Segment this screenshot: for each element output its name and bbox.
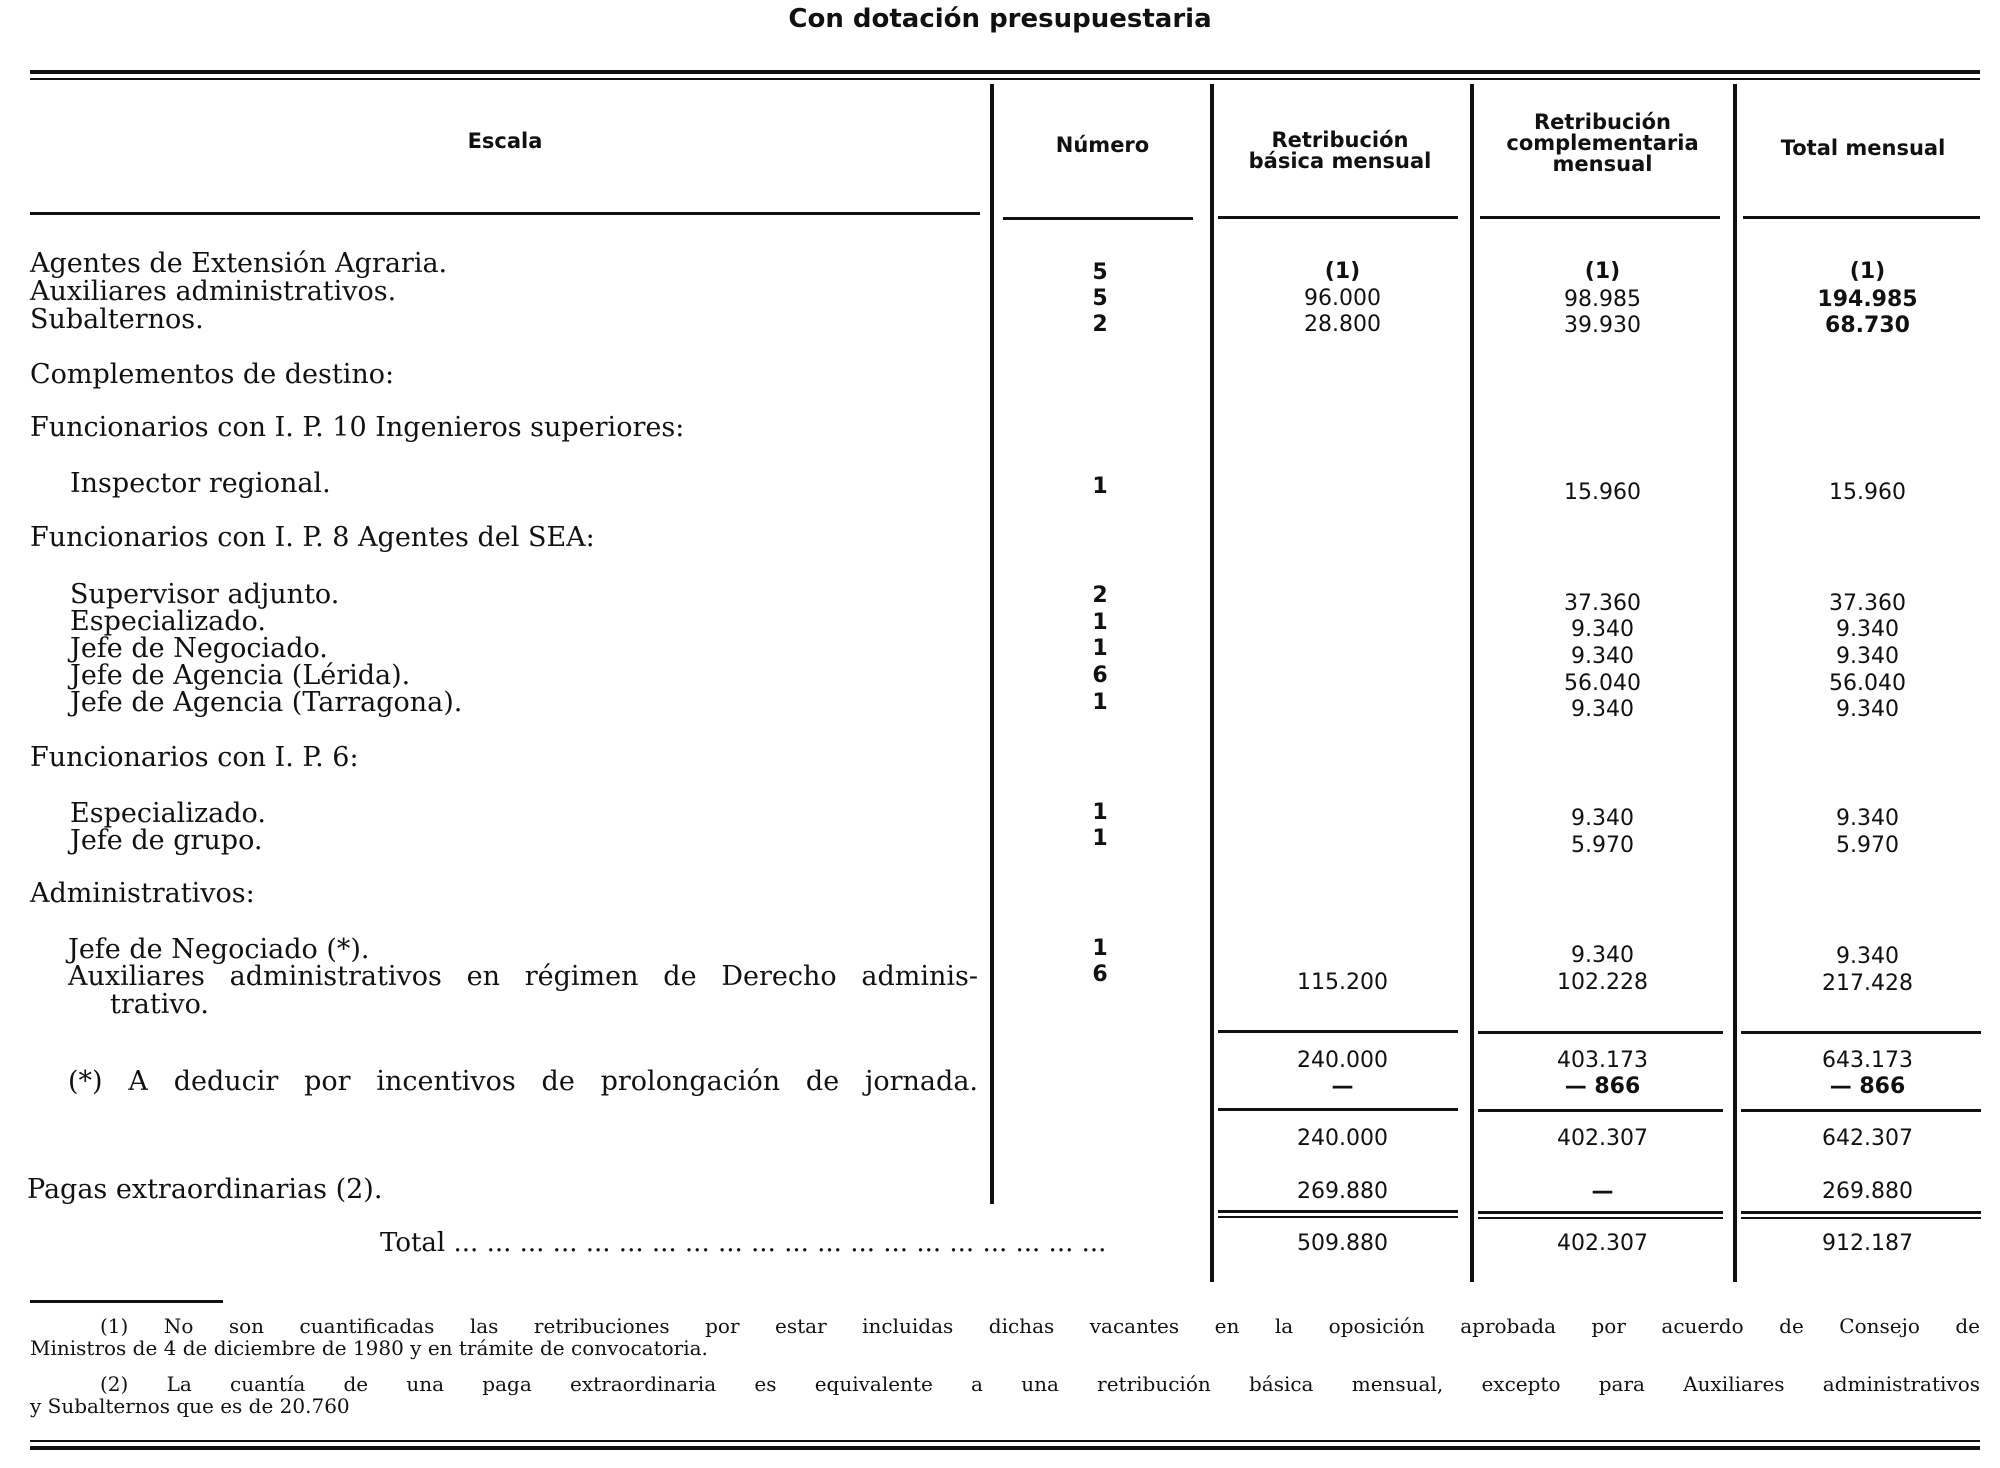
header-rule-complementaria <box>1480 216 1720 219</box>
header-rule-escala <box>30 212 980 215</box>
row-especializado8-total: 9.340 <box>1836 617 1899 642</box>
section-ip8: Funcionarios con I. P. 8 Agentes del SEA: <box>30 522 595 553</box>
total-rule-complementaria <box>1478 1211 1723 1214</box>
section-administrativos: Administrativos: <box>30 878 255 909</box>
row-especializado6-numero: 1 <box>1092 800 1108 825</box>
row-agentes-complementaria: (1) <box>1584 259 1621 284</box>
header-complementaria-line1: Retribución <box>1533 110 1671 134</box>
bottom-rule <box>30 1440 1980 1442</box>
total-complementaria: 402.307 <box>1557 1231 1648 1256</box>
row-auxiliares-basica: 96.000 <box>1304 286 1381 311</box>
row-supervisor-numero: 2 <box>1092 583 1108 608</box>
row-auxiliares-numero: 5 <box>1092 286 1108 311</box>
pagas-basica: 269.880 <box>1297 1179 1388 1204</box>
subtotal2-rule-total <box>1741 1109 1981 1112</box>
total-label: Total ... ... ... ... ... ... ... ... ... ... ... ... ... ... ... ... ... ... ... ... <box>380 1228 1107 1258</box>
header-complementaria-line2: complementaria <box>1506 131 1699 155</box>
bottom-rule-thick <box>30 1446 1980 1450</box>
row-jefe-negociado8-total: 9.340 <box>1836 644 1899 669</box>
subtotal2-complementaria: 402.307 <box>1557 1126 1648 1151</box>
row-agentes-basica: (1) <box>1324 259 1361 284</box>
pagas-complementaria: — <box>1591 1179 1614 1204</box>
row-jefe-negociado8-numero: 1 <box>1092 636 1108 661</box>
total-rule-total <box>1741 1211 1981 1214</box>
row-jefe-grupo-complementaria: 5.970 <box>1571 833 1634 858</box>
header-rule-numero <box>1003 217 1193 220</box>
section-complementos-destino: Complementos de destino: <box>30 359 395 390</box>
header-basica-line1: Retribución <box>1271 128 1409 152</box>
header-complementaria-line3: mensual <box>1552 152 1653 176</box>
top-rule-thin <box>30 78 1980 80</box>
row-jefe-negociado-adm-total: 9.340 <box>1836 944 1899 969</box>
subtotal1-total: 643.173 <box>1822 1048 1913 1073</box>
row-aux-derecho-label-2: trativo. <box>110 989 209 1020</box>
footnote-separator <box>30 1300 223 1303</box>
row-auxiliares-complementaria: 98.985 <box>1564 287 1641 312</box>
subtotal2-basica: 240.000 <box>1297 1126 1388 1151</box>
subtotal2-total: 642.307 <box>1822 1126 1913 1151</box>
row-jefe-negociado-adm-complementaria: 9.340 <box>1571 943 1634 968</box>
deducir-total: — 866 <box>1829 1074 1906 1099</box>
row-agentes-numero: 5 <box>1092 260 1108 285</box>
section-ip6: Funcionarios con I. P. 6: <box>30 742 359 773</box>
row-aux-derecho-numero: 6 <box>1092 962 1108 987</box>
divider-basica-complementaria <box>1470 84 1474 1282</box>
deducir-complementaria: — 866 <box>1564 1074 1641 1099</box>
total-total: 912.187 <box>1822 1231 1913 1256</box>
row-jefe-tarragona-total: 9.340 <box>1836 697 1899 722</box>
divider-numero-basica <box>1210 84 1214 1282</box>
header-total: Total mensual <box>1780 136 1946 160</box>
row-especializado8-numero: 1 <box>1092 610 1108 635</box>
header-rule-total <box>1743 216 1980 219</box>
total-rule-total-2 <box>1741 1217 1981 1219</box>
deducir-basica: — <box>1331 1074 1354 1099</box>
subtotal2-rule-complementaria <box>1478 1109 1723 1112</box>
divider-escala-numero <box>990 84 994 1204</box>
row-especializado6-complementaria: 9.340 <box>1571 806 1634 831</box>
row-especializado6-total: 9.340 <box>1836 806 1899 831</box>
divider-complementaria-total <box>1733 84 1737 1282</box>
page-title: Con dotación presupuestaria <box>788 4 1212 34</box>
row-aux-derecho-label-1: Auxiliares administrativos en régimen de Derecho adminis- <box>68 961 978 992</box>
row-agentes-total: (1) <box>1849 259 1886 284</box>
row-supervisor-complementaria: 37.360 <box>1564 591 1641 616</box>
row-jefe-negociado-adm-label: Jefe de Negociado (*). <box>68 934 370 965</box>
row-jefe-grupo-label: Jefe de grupo. <box>70 825 263 856</box>
header-rule-basica <box>1218 216 1458 219</box>
header-basica-line2: básica mensual <box>1248 149 1432 173</box>
row-jefe-lerida-numero: 6 <box>1092 663 1108 688</box>
row-supervisor-total: 37.360 <box>1829 591 1906 616</box>
row-jefe-lerida-complementaria: 56.040 <box>1564 671 1641 696</box>
row-subalternos-label: Subalternos. <box>30 304 204 335</box>
row-subalternos-numero: 2 <box>1092 312 1108 337</box>
deducir-label: (*) A deducir por incentivos de prolongación de jornada. <box>68 1066 978 1097</box>
header-basica <box>1215 130 1465 172</box>
footnote-2-line1: (2) La cuantía de una paga extraordinaria es equivalente a una retribución básica mensual, excepto para Auxiliares administrativos <box>100 1372 1980 1396</box>
pagas-label: Pagas extraordinarias (2). <box>27 1174 383 1205</box>
row-aux-derecho-basica: 115.200 <box>1297 970 1388 995</box>
row-especializado6-label: Especializado. <box>70 798 266 829</box>
total-basica: 509.880 <box>1297 1231 1388 1256</box>
pagas-total: 269.880 <box>1822 1179 1913 1204</box>
total-rule-basica-2 <box>1218 1216 1458 1218</box>
row-jefe-tarragona-numero: 1 <box>1092 690 1108 715</box>
row-supervisor-label: Supervisor adjunto. <box>70 579 340 610</box>
row-jefe-tarragona-complementaria: 9.340 <box>1571 697 1634 722</box>
row-jefe-negociado8-label: Jefe de Negociado. <box>70 633 328 664</box>
total-rule-basica <box>1218 1210 1458 1213</box>
row-jefe-lerida-label: Jefe de Agencia (Lérida). <box>70 660 411 691</box>
subtotal1-rule-basica <box>1218 1030 1458 1033</box>
row-jefe-lerida-total: 56.040 <box>1829 671 1906 696</box>
row-especializado8-complementaria: 9.340 <box>1571 617 1634 642</box>
header-numero: Número <box>1055 133 1150 157</box>
row-auxiliares-label: Auxiliares administrativos. <box>30 276 397 307</box>
row-jefe-grupo-numero: 1 <box>1092 826 1108 851</box>
row-auxiliares-total: 194.985 <box>1817 287 1918 312</box>
row-aux-derecho-complementaria: 102.228 <box>1557 970 1648 995</box>
row-inspector-label: Inspector regional. <box>70 468 331 499</box>
row-jefe-negociado8-complementaria: 9.340 <box>1571 644 1634 669</box>
row-subalternos-total: 68.730 <box>1825 313 1910 338</box>
row-jefe-negociado-adm-numero: 1 <box>1092 936 1108 961</box>
footnote-2-line2: y Subalternos que es de 20.760 <box>30 1394 350 1418</box>
row-subalternos-complementaria: 39.930 <box>1564 313 1641 338</box>
row-aux-derecho-total: 217.428 <box>1822 971 1913 996</box>
row-especializado8-label: Especializado. <box>70 606 266 637</box>
subtotal1-complementaria: 403.173 <box>1557 1048 1648 1073</box>
row-inspector-numero: 1 <box>1092 474 1108 499</box>
section-ip10: Funcionarios con I. P. 10 Ingenieros superiores: <box>30 412 685 443</box>
subtotal1-rule-complementaria <box>1478 1031 1723 1034</box>
top-rule <box>30 70 1980 74</box>
total-rule-complementaria-2 <box>1478 1217 1723 1219</box>
row-inspector-complementaria: 15.960 <box>1564 480 1641 505</box>
row-jefe-tarragona-label: Jefe de Agencia (Tarragona). <box>70 687 463 718</box>
row-agentes-label: Agentes de Extensión Agraria. <box>30 248 448 279</box>
header-escala: Escala <box>467 129 543 153</box>
row-inspector-total: 15.960 <box>1829 480 1906 505</box>
header-complementaria <box>1475 112 1730 175</box>
footnote-1-line1: (1) No son cuantificadas las retribuciones por estar incluidas dichas vacantes en la oposición aprobada por acuerdo de Consejo de <box>100 1314 1980 1338</box>
footnote-1-line2: Ministros de 4 de diciembre de 1980 y en trámite de convocatoria. <box>30 1336 708 1360</box>
subtotal1-basica: 240.000 <box>1297 1048 1388 1073</box>
row-subalternos-basica: 28.800 <box>1304 312 1381 337</box>
subtotal1-rule-total <box>1741 1031 1981 1034</box>
row-jefe-grupo-total: 5.970 <box>1836 833 1899 858</box>
subtotal2-rule-basica <box>1218 1108 1458 1111</box>
